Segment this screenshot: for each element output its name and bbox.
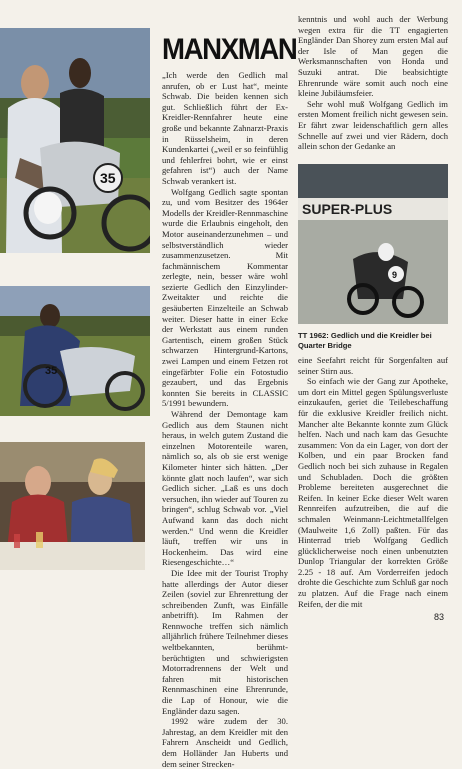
column-right-top [298,14,448,152]
bike-number-label: 35 [100,170,116,186]
article-title: MANXMAN [162,33,297,66]
column-right-bottom [298,355,448,609]
photo-mechanics-with-bike [0,28,150,253]
banner-text: SUPER-PLUS [302,201,393,217]
paragraph: Während der Demontage kam Gedlich aus dem Staunen nicht heraus, in welch gutem Zustand die einzelnen Motorenteile waren, nämlich so, als ob sie erst wenige Kilometer hinter sich hätten. „Der könnte glatt noch laufen“, war sich Gedlich sicher. „Laß es uns doch versuchen, ihn wieder auf Touren zu bringen“, schlug Schwab vor. „Viel Aufwand kann das doch nicht werden.“ Und wenn die Kreidler läuft, treffen wir uns in Hockenheim. Das wird eine Riesengeschichte…“ [162,409,288,568]
paragraph: Sehr wohl muß Wolfgang Gedlich im ersten Moment freilich nicht gewesen sein. Er fährt zwar leidenschaftlich gern alles Schnelle auf zwei und vier Rädern, doch allein schon der Gedanke an [298,98,448,152]
photo-mechanic-at-work [0,286,150,416]
bike-number-label-2: 35 [45,365,58,377]
photo-tt-race [298,164,448,324]
paragraph: Die Idee mit der Tourist Trophy hatte allerdings der Autor dieser Zeilen (soviel zur Ehrenrettung der schreibenden Zunft, was Einfälle anbetrifft). Im Rahmen der Rennwoche treffen sich nämlich alljährlich frühere Teilnehmer dieses weltbekannten, berühmt-berüchtigten und schwierigsten Motorradrennens der Welt und fahren mit historischen Rennmaschinen eine Ehrenrunde, die Lap of Honour, wie die Engländer dazu sagen. [162,567,288,716]
paragraph: „Ich werde den Gedlich mal anrufen, ob er Lust hat“, meinte Schwab. Die beiden kennen sich gut. Schließlich führt der Ex-Kreidler-Rennfahrer heute eine große und bekannte Zahnarzt-Praxis in Rüsselsheim, in deren Kundenkartei („weil er so feinfühlig und fehlerfrei bohrt, wie er einst gefahren ist“) auch der Name Schwab verankert ist. [162,70,288,186]
paragraph: 1992 wäre zudem der 30. Jahrestag, an dem Kreidler mit den Fahrern Anscheidt und Gedlich, dem Holländer Jan Huberts und dem seiner Strecken- [162,716,288,769]
race-number-label: 9 [392,270,398,280]
page-number: 83 [434,612,445,622]
photo-two-men-at-table [0,442,145,570]
paragraph: kenntnis und wohl auch der Werbung wegen extra für die TT engagierten Engländer Dan Shorey zum ersten Mal auf der Isle of Man gegen die Werksmannschaften von Honda und Suzuki antrat. Die beabsichtigte Ehrenrunde wäre somit auch noch eine kleine Jubiläumsfeier. [298,14,448,99]
paragraph: So einfach wie der Gang zur Apotheke, um dort ein Mittel gegen Spülungsverluste einzukaufen, geriet die Teilebeschaffung für die exklusive Kreidler freilich nicht. Mancher alte Bekannte konnte zum Glück helfen. Nach und nach kam das Gesuchte zusammen: Von da ein Lager, von dort der Kolben, und ein paar Brocken fand Gedlich noch bei sich zuhause in Regalen und Schubladen. Doch die größten Probleme bereiteten ausgerechnet die Reifen. In keiner Ecke dieser Welt waren Rennreifen aufzutreiben, die auf die schmalen Weinmann-Leichtmetallfelgen (Maulweite 1,6 Zoll) paßten. Für das Hinterrad trieb Wolfgang Gedlich glücklicherweise noch einen unbenutzten Dunlop Triangular der korrekten Größe 2.25 - 18 auf. Am Vorderreifen jedoch drohte die Geschichte zum Schluß gar noch zu platzen. Auf die Frage nach einem Reifen, der die mit [298,376,448,609]
paragraph: eine Seefahrt reicht für Sorgenfalten auf seiner Stirn aus. [298,355,448,376]
photo-caption: TT 1962: Gedlich und die Kreidler bei Quarter Bridge [298,331,432,350]
column-left [162,70,288,769]
paragraph: Wolfgang Gedlich sagte spontan zu, und vom Besitzer des 1964er Modells der Kreidler-Rennmaschine wurde die Erlaubnis eingeholt, den Motor auseinanderzunehmen – und selbstverständlich wieder zusammenzusetzen. Mit fachmännischem Kommentar zerlegte, nein, besser wäre wohl sezierte Gedlich den Einzylinder-Zweitakter und reichte die gesäuberten Einzelteile an Schwab weiter. Dieser hatte in einer Ecke der Werkstatt aus einem runden Gartentisch, einem großen Stück schwarzen Hintergrund-Kartons, zwei Lampen und einem Fetzen rot eingefärbter Folie ein Fotostudio gezaubert, und das Ergebnis konnten Sie bereits in CLASSIC 5/1991 bewundern. [162,186,288,409]
